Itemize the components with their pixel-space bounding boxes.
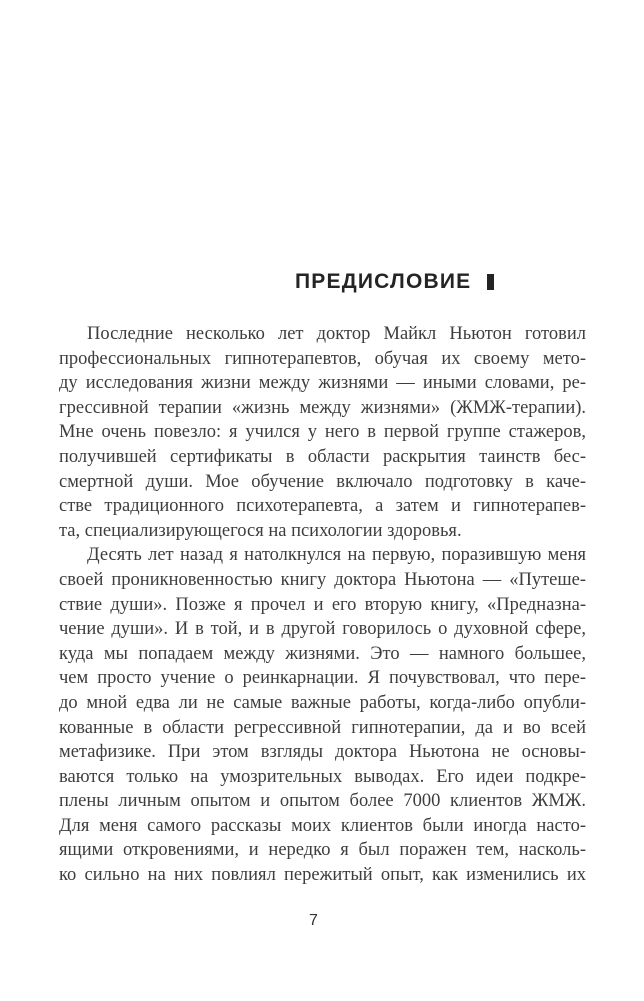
text-line: плены личным опытом и опытом более 7000 клиентов ЖМЖ. (59, 791, 586, 812)
text-line: ящими откровениями, и нередко я был поражен тем, насколь- (59, 840, 586, 861)
text-line: профессиональных гипнотерапевтов, обучая их своему мето- (59, 348, 586, 369)
text-line: чение души». И в той, и в другой говорилось о духовной сфере, (59, 619, 586, 640)
text-line: Десять лет назад я натолкнулся на первую, поразившую меня (87, 545, 586, 566)
text-line: ду исследования жизни между жизнями — иными словами, ре- (59, 373, 586, 394)
text-line: чем просто учение о реинкарнации. Я почувствовал, что пере- (59, 668, 586, 689)
text-line: ваются только на умозрительных выводах. Его идеи подкре- (59, 766, 586, 787)
text-line: та, специализирующегося на психологии здоровья. (59, 520, 462, 541)
heading-bar-decoration (487, 274, 494, 290)
page-number: 7 (309, 912, 318, 929)
text-line: до мной едва ли не самые важные работы, когда-либо опубли- (59, 692, 586, 713)
text-line: грессивной терапии «жизнь между жизнями» (ЖМЖ-терапии). (59, 397, 586, 418)
text-line: кованные в области регрессивной гипнотерапии, да и во всей (59, 717, 586, 738)
text-line: стве традиционного психотерапевта, а затем и гипнотерапев- (59, 496, 586, 517)
body-text (59, 322, 586, 888)
text-line: смертной души. Мое обучение включало подготовку в каче- (59, 471, 586, 492)
chapter-heading-text: ПРЕДИСЛОВИЕ (295, 270, 472, 293)
text-line: куда мы попадаем между жизнями. Это — намного большее, (59, 643, 586, 664)
chapter-heading (295, 271, 494, 293)
text-line: Последние несколько лет доктор Майкл Ньютон готовил (87, 324, 586, 344)
text-line: Мне очень повезло: я учился у него в первой группе стажеров, (59, 422, 586, 443)
text-line: метафизике. При этом взгляды доктора Ньютона не основы- (59, 742, 586, 763)
text-line: получившей сертификаты в области раскрытия таинств бес- (59, 446, 586, 467)
text-line: ствие души». Позже я прочел и его вторую книгу, «Предназна- (59, 594, 586, 615)
text-line: ко сильно на них повлиял пережитый опыт, как изменились их (59, 865, 586, 886)
text-line: Для меня самого рассказы моих клиентов были иногда насто- (59, 815, 586, 836)
text-line: своей проникновенностью книгу доктора Ньютона — «Путеше- (59, 569, 586, 590)
